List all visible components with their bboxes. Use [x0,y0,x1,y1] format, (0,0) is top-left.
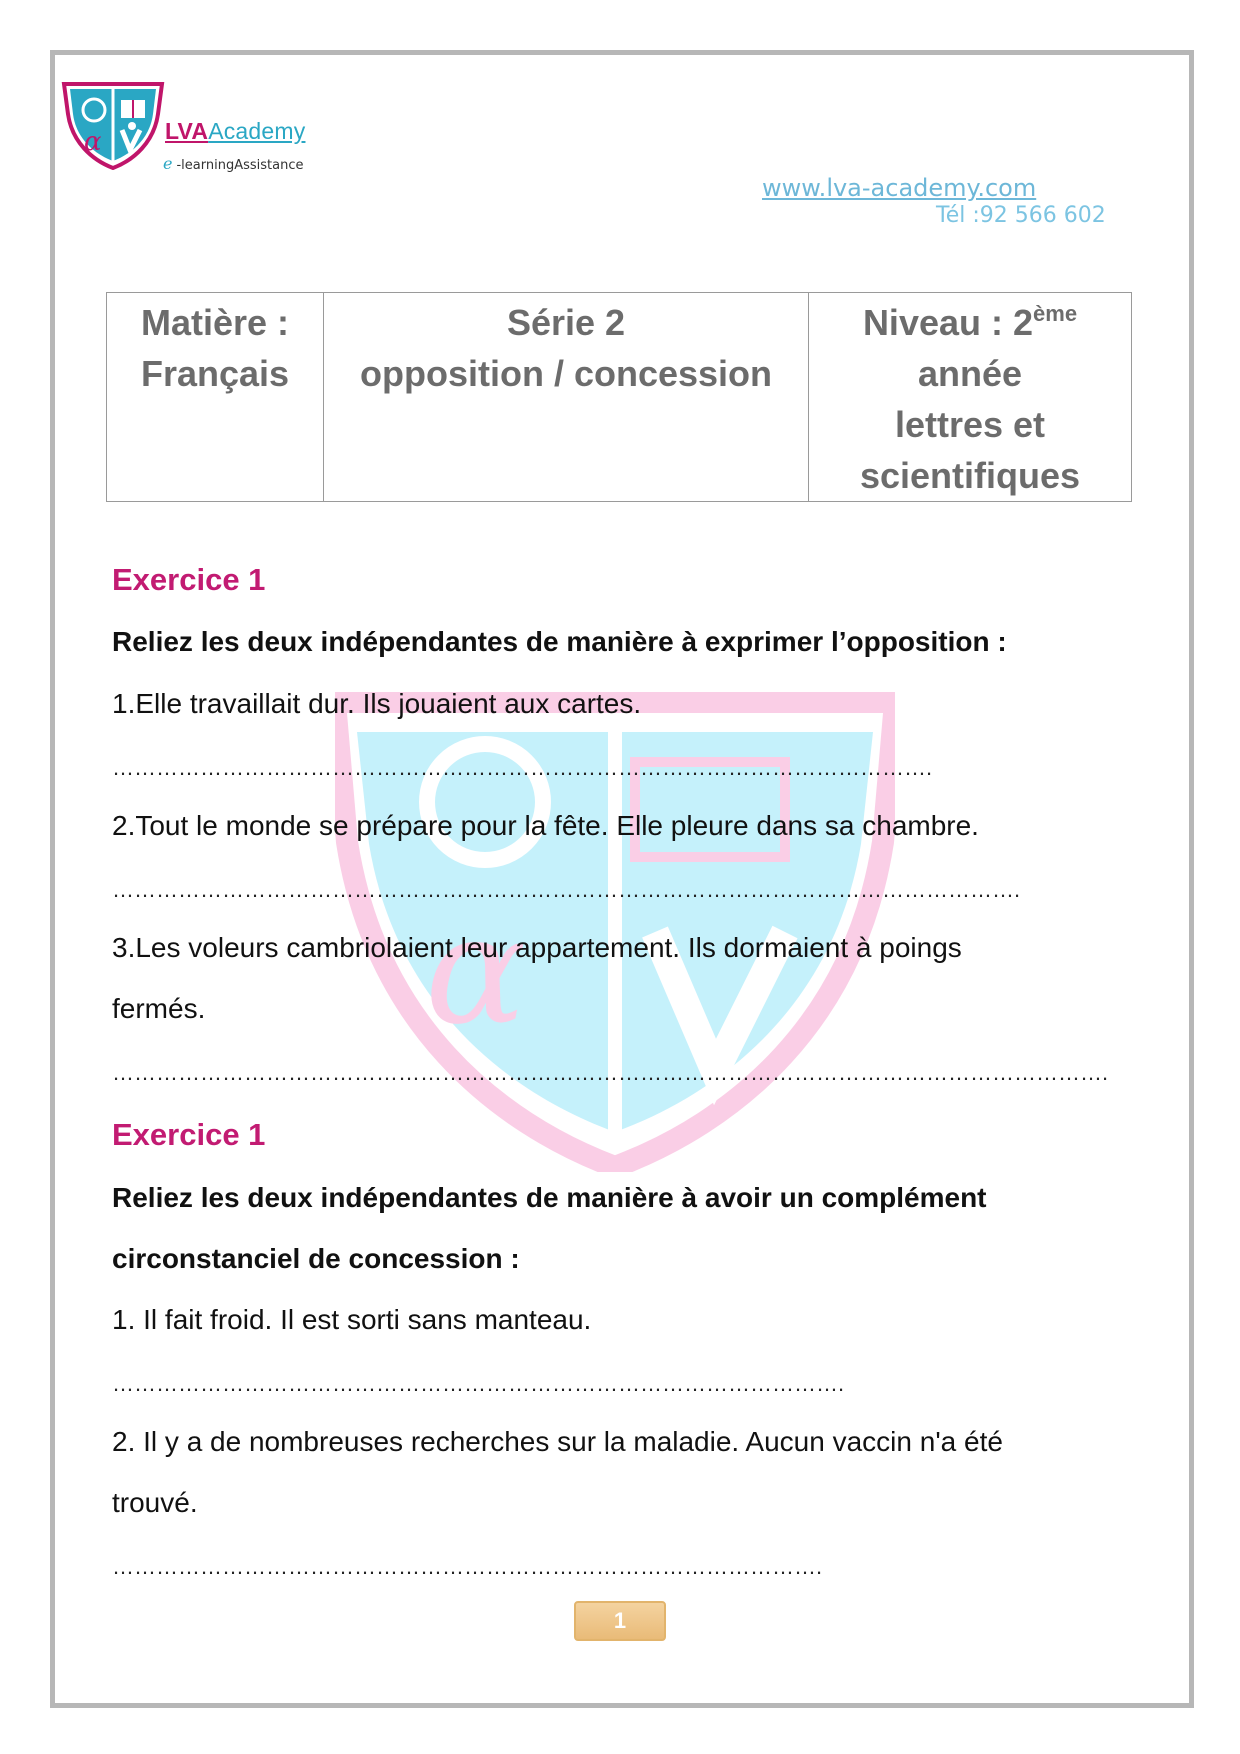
lva-academy-logo [58,80,168,170]
exercise2-answer-line-2[interactable]: ……………………………………………………………………………………. [112,1554,823,1579]
svg-text:α: α [425,884,527,1058]
website-link[interactable]: www.lva-academy.com [762,174,1037,202]
exercise1-item-1: 1.Elle travaillait dur. Ils jouaient aux cartes. [112,688,642,719]
subject-label: Matière : [140,302,290,343]
brand-name-lva: LVA [165,118,209,144]
exercise1-answer-line-3[interactable]: ………………………………………………………………………………………………………………………. [112,1060,1109,1085]
brand-name [165,118,305,145]
exercise1-answer-line-2[interactable]: ……………………………………………………………………………………………………………. [112,877,1021,902]
page-number: 1 [574,1601,666,1641]
tagline-text: -learningAssistance [176,158,304,173]
series-cell [324,293,809,502]
level-title [817,297,1123,348]
tagline-e: e [163,154,173,173]
subject-cell [107,293,324,502]
level-prefix: Niveau : 2 [862,302,1034,343]
exercise2-item-1: 1. Il fait froid. Il est sorti sans manteau. [112,1304,592,1335]
exercise2-instruction-line-1: Reliez les deux indépendantes de manière à avoir un complément [112,1182,987,1213]
exercise2-title: Exercice 1 [112,1117,266,1152]
exercise1-title: Exercice 1 [112,562,266,597]
level-stream-2: scientifiques [859,455,1081,496]
exercise2-instruction-line-2: circonstanciel de concession : [112,1243,520,1274]
level-cell [809,293,1132,502]
phone-number: Tél :92 566 602 [936,203,1106,228]
exercise2-answer-line-1[interactable]: ………………………………………………………………………………………. [112,1371,845,1396]
level-year: année [917,353,1023,394]
exercise1-item-3-line-1: 3.Les voleurs cambriolaient leur appartement. Ils dormaient à poings [112,932,962,963]
series-number: Série 2 [506,302,626,343]
exercise1-instruction: Reliez les deux indépendantes de manière à exprimer l’opposition : [112,626,1007,657]
exercise1-answer-line-1[interactable]: …………………………………………………………………………………………………. [112,755,933,780]
level-superscript: ème [1033,301,1078,326]
brand-tagline [163,154,303,173]
brand-name-academy: Academy [208,118,306,144]
exercise2-item-2-line-2: trouvé. [112,1487,198,1518]
subject-value: Français [140,353,290,394]
exercise1-item-2: 2.Tout le monde se prépare pour la fête. Elle pleure dans sa chambre. [112,810,979,841]
exercise2-item-2-line-1: 2. Il y a de nombreuses recherches sur la maladie. Aucun vaccin n'a été [112,1426,1003,1457]
svg-text:α: α [84,127,102,157]
series-topic: opposition / concession [359,353,773,394]
exercise1-item-3-line-2: fermés. [112,993,206,1024]
level-stream-1: lettres et [894,404,1046,445]
header-table [106,292,1132,502]
